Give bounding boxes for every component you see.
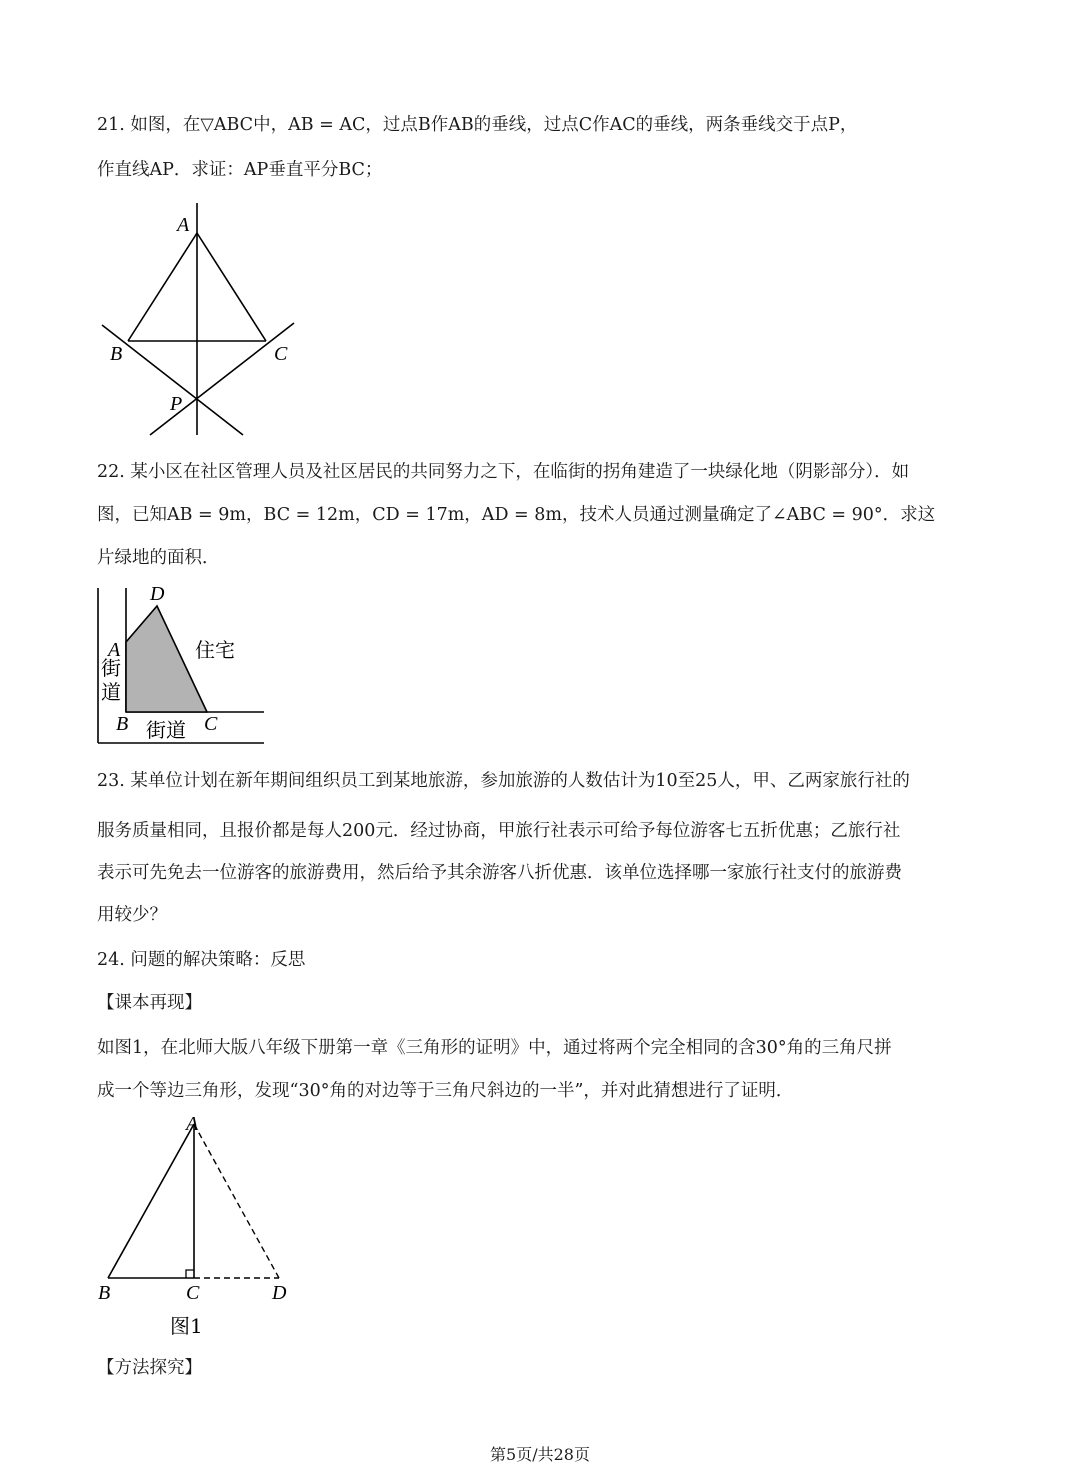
q22-label-d: D xyxy=(150,583,165,605)
q24-label-a: A xyxy=(186,1113,199,1135)
q23-line3: 表示可先免去一位游客的旅游费用，然后给予其余游客八折优惠．该单位选择哪一家旅行社支付的旅游费 xyxy=(97,863,902,883)
q22-residence-label: 住宅 xyxy=(195,638,235,662)
q23-line2: 服务质量相同，且报价都是每人200元．经过协商，甲旅行社表示可给予每位游客七五折优惠；乙旅行社 xyxy=(97,821,901,841)
q21-figure xyxy=(90,195,310,445)
q24-label-d: D xyxy=(272,1282,287,1304)
q24-label-c: C xyxy=(186,1282,200,1304)
q22-street-vertical-1: 街 xyxy=(101,656,121,680)
q24-para1: 如图1，在北师大版八年级下册第一章《三角形的证明》中，通过将两个完全相同的含30°角的三角尺拼 xyxy=(97,1038,892,1058)
q23-line4: 用较少？ xyxy=(97,905,167,925)
q24-section-method: 【方法探究】 xyxy=(97,1358,202,1378)
q23-line1: 23. 某单位计划在新年期间组织员工到某地旅游，参加旅游的人数估计为10至25人，甲、乙两家旅行社的 xyxy=(97,771,910,791)
q24-figure-caption: 图1 xyxy=(170,1314,203,1338)
q22-figure xyxy=(92,580,272,750)
q24-right-angle-mark xyxy=(186,1270,194,1278)
q21-line2: 作直线AP．求证：AP垂直平分BC； xyxy=(97,160,383,180)
q22-street-horizontal: 街道 xyxy=(146,718,186,742)
q22-line1: 22. 某小区在社区管理人员及社区居民的共同努力之下，在临街的拐角建造了一块绿化地（阴影部分）．如 xyxy=(97,462,910,482)
q24-para2: 成一个等边三角形，发现“30°角的对边等于三角尺斜边的一半”，并对此猜想进行了证明． xyxy=(97,1081,794,1101)
q21-side-ab xyxy=(128,233,197,341)
q21-label-c: C xyxy=(274,343,288,365)
q24-dashed-ad xyxy=(194,1124,279,1278)
q24-line1: 24. 问题的解决策略：反思 xyxy=(97,950,306,970)
q22-label-c: C xyxy=(204,713,218,735)
q22-line2: 图，已知AB = 9m，BC = 12m，CD = 17m，AD = 8m，技术人员通过测量确定了∠ABC = 90°．求这 xyxy=(97,505,936,525)
page-number: 第5页/共28页 xyxy=(490,1445,590,1464)
q24-section-textbook: 【课本再现】 xyxy=(97,993,202,1013)
q24-label-b: B xyxy=(98,1282,111,1304)
q21-label-b: B xyxy=(110,343,123,365)
q21-label-a: A xyxy=(177,214,190,236)
q22-line3: 片绿地的面积． xyxy=(97,548,220,568)
q22-label-b: B xyxy=(116,713,129,735)
q22-label-a: A xyxy=(108,639,121,661)
q21-side-ac xyxy=(197,233,266,341)
q21-label-p: P xyxy=(170,393,183,415)
q22-street-vertical-2: 道 xyxy=(101,680,121,704)
q24-side-ab xyxy=(108,1124,194,1278)
q21-line1: 21. 如图，在▽ABC中，AB = AC，过点B作AB的垂线，过点C作AC的垂线，两条垂线交于点P， xyxy=(97,115,858,135)
q24-figure-1 xyxy=(92,1110,302,1345)
